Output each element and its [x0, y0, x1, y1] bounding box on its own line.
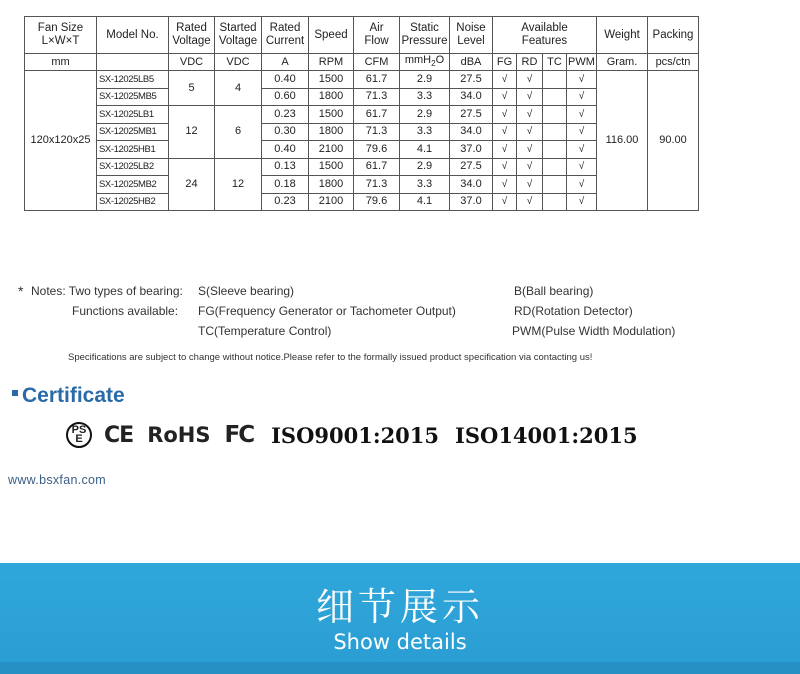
unit-flow: CFM: [354, 54, 400, 71]
unit-started: VDC: [215, 54, 262, 71]
speed-cell: 1800: [309, 123, 354, 141]
speed-cell: 1500: [309, 71, 354, 89]
units-row: [25, 54, 699, 71]
rated-voltage-cell: 12: [169, 106, 215, 159]
notes-rd: RD(Rotation Detector): [514, 304, 633, 318]
notes-functions-label: Functions available:: [72, 304, 179, 318]
feature-tc-cell: [543, 193, 567, 211]
header-fan-size: Fan Size L×W×T: [25, 17, 97, 54]
noise-level-cell: 37.0: [450, 193, 493, 211]
rated-current-cell: 0.40: [262, 71, 309, 89]
static-pressure-cell: 4.1: [400, 193, 450, 211]
feature-tc-cell: [543, 71, 567, 89]
spec-table-body: [25, 17, 699, 211]
feature-tc-cell: [543, 123, 567, 141]
feature-pwm-cell: √: [567, 71, 597, 89]
speed-cell: 1500: [309, 106, 354, 124]
ce-mark-icon: CE: [104, 422, 134, 448]
notes-functions-line: [18, 304, 778, 324]
feature-tc-cell: [543, 106, 567, 124]
unit-model: [97, 54, 169, 71]
feature-tc-cell: [543, 141, 567, 159]
unit-packing: pcs/ctn: [648, 54, 699, 71]
feature-rd-cell: √: [517, 193, 543, 211]
static-pressure-cell: 4.1: [400, 141, 450, 159]
notes-tc-line: [18, 324, 778, 344]
notes: [18, 284, 778, 344]
feature-tc-cell: [543, 176, 567, 194]
model-cell: SX-12025HB1: [97, 141, 169, 159]
model-cell: SX-12025MB5: [97, 88, 169, 106]
feature-pwm-cell: √: [567, 176, 597, 194]
iso9001-label: ISO9001:2015: [271, 422, 440, 448]
weight-cell: 116.00: [597, 71, 648, 211]
unit-voltage: VDC: [169, 54, 215, 71]
iso14001-label: ISO14001:2015: [455, 422, 638, 448]
feature-pwm-cell: √: [567, 123, 597, 141]
feature-pwm-cell: √: [567, 158, 597, 176]
feature-rd-cell: √: [517, 71, 543, 89]
notes-sleeve-bearing: S(Sleeve bearing): [198, 284, 295, 298]
notes-bearing-line: [18, 284, 778, 304]
header-row: [25, 17, 699, 54]
feature-pwm-cell: √: [567, 106, 597, 124]
header-started-voltage: Started Voltage: [215, 17, 262, 54]
disclaimer: Specifications are subject to change without notice.Please refer to the formally issued product specification via contacting us!: [68, 352, 593, 363]
header-noise-level: Noise Level: [450, 17, 493, 54]
table-row: [25, 71, 699, 89]
banner-title: 细节展示: [315, 585, 484, 629]
notes-fg: FG(Frequency Generator or Tachometer Output): [198, 304, 456, 318]
air-flow-cell: 79.6: [354, 141, 400, 159]
speed-cell: 1800: [309, 176, 354, 194]
model-cell: SX-12025MB1: [97, 123, 169, 141]
speed-cell: 2100: [309, 141, 354, 159]
speed-cell: 1500: [309, 158, 354, 176]
air-flow-cell: 71.3: [354, 88, 400, 106]
unit-current: A: [262, 54, 309, 71]
packing-cell: 90.00: [648, 71, 699, 211]
header-packing: Packing: [648, 17, 699, 54]
website-link[interactable]: www.bsxfan.com: [8, 473, 106, 487]
feature-fg-cell: √: [493, 71, 517, 89]
noise-level-cell: 27.5: [450, 71, 493, 89]
rohs-mark-icon: RoHS: [147, 423, 211, 447]
feature-rd-cell: √: [517, 158, 543, 176]
unit-tc: TC: [543, 54, 567, 71]
unit-weight: Gram.: [597, 54, 648, 71]
static-pressure-cell: 3.3: [400, 176, 450, 194]
certificate-logos: [66, 420, 654, 450]
air-flow-cell: 61.7: [354, 71, 400, 89]
rated-current-cell: 0.30: [262, 123, 309, 141]
feature-rd-cell: √: [517, 141, 543, 159]
speed-cell: 1800: [309, 88, 354, 106]
model-cell: SX-12025LB2: [97, 158, 169, 176]
static-pressure-cell: 2.9: [400, 71, 450, 89]
notes-ball-bearing: B(Ball bearing): [514, 284, 594, 298]
air-flow-cell: 61.7: [354, 158, 400, 176]
air-flow-cell: 71.3: [354, 123, 400, 141]
header-rated-current: Rated Current: [262, 17, 309, 54]
feature-tc-cell: [543, 158, 567, 176]
started-voltage-cell: 6: [215, 106, 262, 159]
notes-star: *: [18, 283, 24, 299]
feature-pwm-cell: √: [567, 88, 597, 106]
rated-voltage-cell: 24: [169, 158, 215, 211]
air-flow-cell: 79.6: [354, 193, 400, 211]
rated-voltage-cell: 5: [169, 71, 215, 106]
air-flow-cell: 61.7: [354, 106, 400, 124]
feature-rd-cell: √: [517, 123, 543, 141]
feature-fg-cell: √: [493, 106, 517, 124]
unit-pressure: mmH$_2$O: [400, 54, 450, 71]
feature-rd-cell: √: [517, 88, 543, 106]
noise-level-cell: 34.0: [450, 88, 493, 106]
started-voltage-cell: 4: [215, 71, 262, 106]
header-model: Model No.: [97, 17, 169, 54]
feature-rd-cell: √: [517, 176, 543, 194]
unit-noise: dBA: [450, 54, 493, 71]
unit-size: mm: [25, 54, 97, 71]
header-static-pressure: Static Pressure: [400, 17, 450, 54]
header-weight: Weight: [597, 17, 648, 54]
banner-subtitle: Show details: [333, 630, 467, 654]
model-cell: SX-12025MB2: [97, 176, 169, 194]
fc-mark-icon: FC: [224, 422, 254, 448]
noise-level-cell: 27.5: [450, 106, 493, 124]
static-pressure-cell: 3.3: [400, 88, 450, 106]
started-voltage-cell: 12: [215, 158, 262, 211]
rated-current-cell: 0.23: [262, 193, 309, 211]
rated-current-cell: 0.13: [262, 158, 309, 176]
model-cell: SX-12025LB5: [97, 71, 169, 89]
notes-tc: TC(Temperature Control): [198, 324, 332, 338]
header-speed: Speed: [309, 17, 354, 54]
feature-pwm-cell: √: [567, 141, 597, 159]
model-cell: SX-12025HB2: [97, 193, 169, 211]
unit-speed: RPM: [309, 54, 354, 71]
unit-fg: FG: [493, 54, 517, 71]
noise-level-cell: 27.5: [450, 158, 493, 176]
feature-fg-cell: √: [493, 176, 517, 194]
noise-level-cell: 34.0: [450, 123, 493, 141]
notes-bearing-label: Notes: Two types of bearing:: [31, 284, 183, 298]
feature-tc-cell: [543, 88, 567, 106]
static-pressure-cell: 3.3: [400, 123, 450, 141]
square-bullet-icon: [12, 390, 18, 396]
feature-rd-cell: √: [517, 106, 543, 124]
feature-fg-cell: √: [493, 193, 517, 211]
air-flow-cell: 71.3: [354, 176, 400, 194]
pse-mark-icon: PS E: [66, 422, 92, 448]
static-pressure-cell: 2.9: [400, 106, 450, 124]
unit-rd: RD: [517, 54, 543, 71]
header-air-flow: Air Flow: [354, 17, 400, 54]
rated-current-cell: 0.18: [262, 176, 309, 194]
rated-current-cell: 0.40: [262, 141, 309, 159]
feature-pwm-cell: √: [567, 193, 597, 211]
header-available-features: Available Features: [493, 17, 597, 54]
feature-fg-cell: √: [493, 141, 517, 159]
banner-bottom-strip: [0, 662, 800, 674]
noise-level-cell: 37.0: [450, 141, 493, 159]
fan-size-cell: 120x120x25: [25, 71, 97, 211]
feature-fg-cell: √: [493, 88, 517, 106]
feature-fg-cell: √: [493, 123, 517, 141]
spec-table: [24, 16, 699, 211]
speed-cell: 2100: [309, 193, 354, 211]
feature-fg-cell: √: [493, 158, 517, 176]
notes-pwm: PWM(Pulse Width Modulation): [512, 324, 676, 338]
model-cell: SX-12025LB1: [97, 106, 169, 124]
certificate-heading: Certificate: [12, 384, 125, 408]
noise-level-cell: 34.0: [450, 176, 493, 194]
static-pressure-cell: 2.9: [400, 158, 450, 176]
rated-current-cell: 0.60: [262, 88, 309, 106]
rated-current-cell: 0.23: [262, 106, 309, 124]
unit-pwm: PWM: [567, 54, 597, 71]
header-rated-voltage: Rated Voltage: [169, 17, 215, 54]
